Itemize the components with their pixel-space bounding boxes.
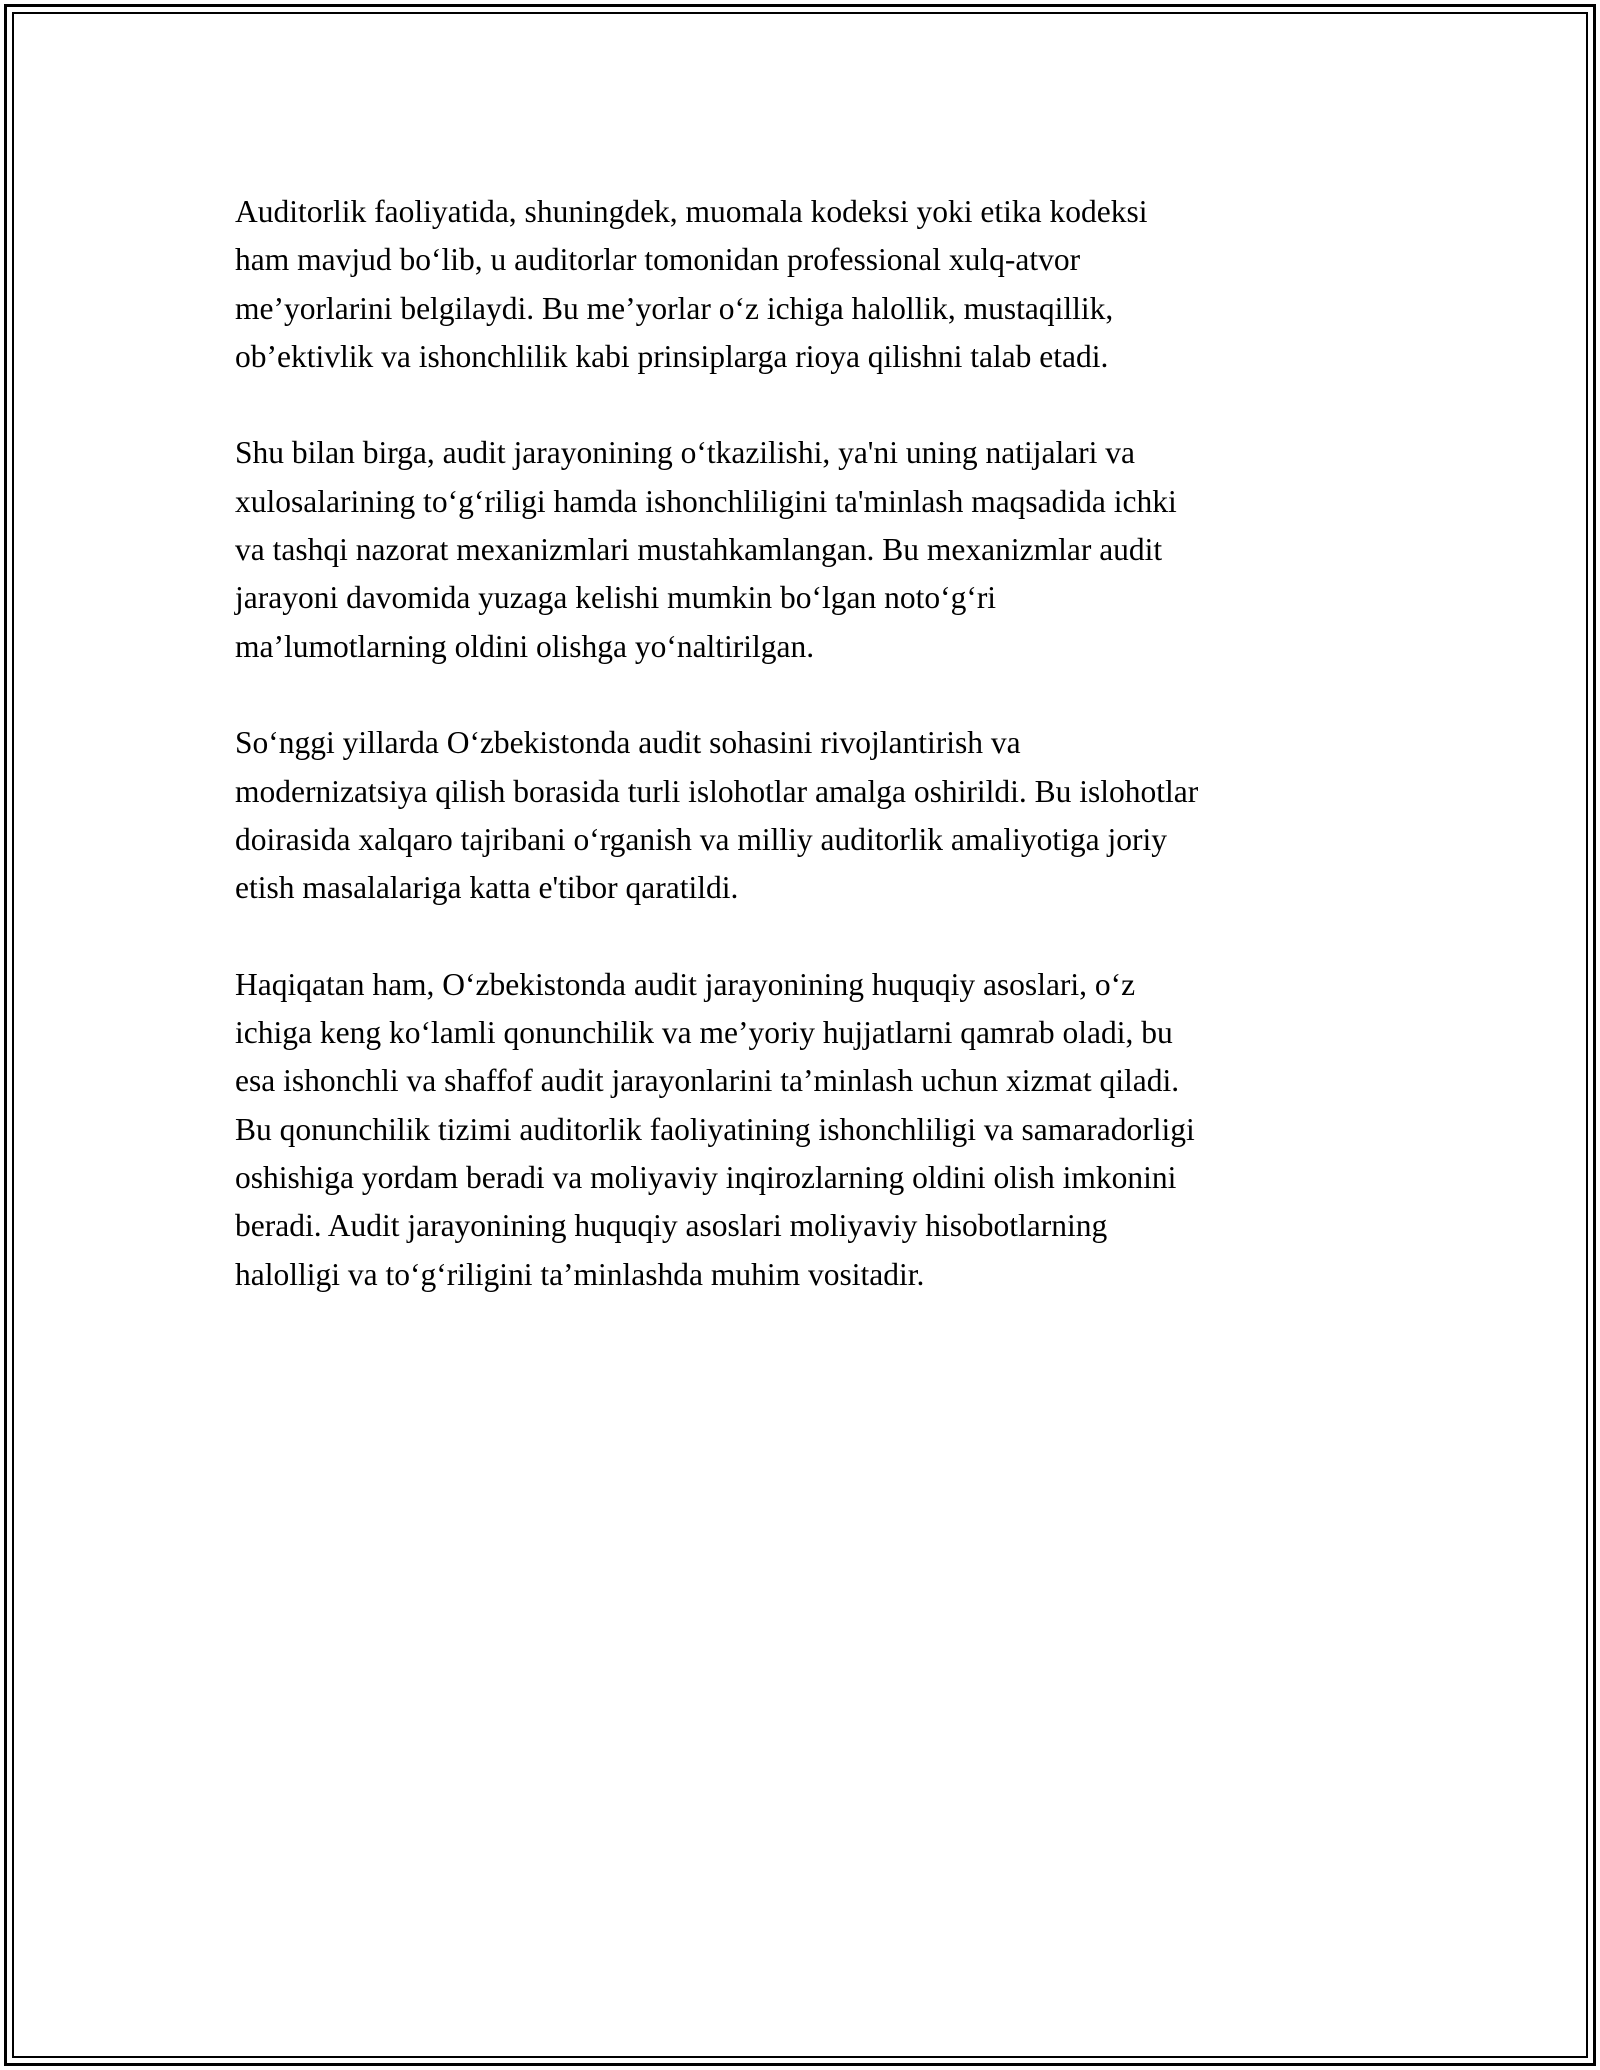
document-body <box>235 188 1370 1347</box>
paragraph-3: So‘nggi yillarda O‘zbekistonda audit sohasini rivojlantirish va modernizatsiya qilish borasida turli islohotlar amalga oshirildi. Bu islohotlar doirasida xalqaro tajribani o‘rganish va milliy auditorlik amaliyotiga joriy etish masalalariga katta e'tibor qaratildi. <box>235 725 1199 906</box>
paragraph-2: Shu bilan birga, audit jarayonining o‘tkazilishi, ya'ni uning natijalari va xulosalarining to‘g‘riligi hamda ishonchliligini ta'minlash maqsadida ichki va tashqi nazorat mexanizmlari mustahkamlangan. Bu mexanizmlar audit jarayoni davomida yuzaga kelishi mumkin bo‘lgan noto‘g‘ri ma’lumotlarning oldini olishga yo‘naltirilgan. <box>235 435 1177 664</box>
paragraph-4: Haqiqatan ham, O‘zbekistonda audit jarayonining huquqiy asoslari, o‘z ichiga keng ko‘lamli qonunchilik va me’yoriy hujjatlarni qamrab oladi, bu esa ishonchli va shaffof audit jarayonlarini ta’minlash uchun xizmat qiladi. Bu qonunchilik tizimi auditorlik faoliyatining ishonchliligi va samaradorligi oshishiga yordam beradi va moliyaviy inqirozlarning oldini olish imkonini beradi. Audit jarayonining huquqiy asoslari moliyaviy hisobotlarning halolligi va to‘g‘riligini ta’minlashda muhim vositadir. <box>235 966 1195 1292</box>
paragraph-1: Auditorlik faoliyatida, shuningdek, muomala kodeksi yoki etika kodeksi ham mavjud bo‘lib, u auditorlar tomonidan professional xulq-atvor me’yorlarini belgilaydi. Bu me’yorlar o‘z ichiga halollik, mustaqillik, ob’ektivlik va ishonchlilik kabi prinsiplarga rioya qilishni talab etadi. <box>235 194 1148 374</box>
